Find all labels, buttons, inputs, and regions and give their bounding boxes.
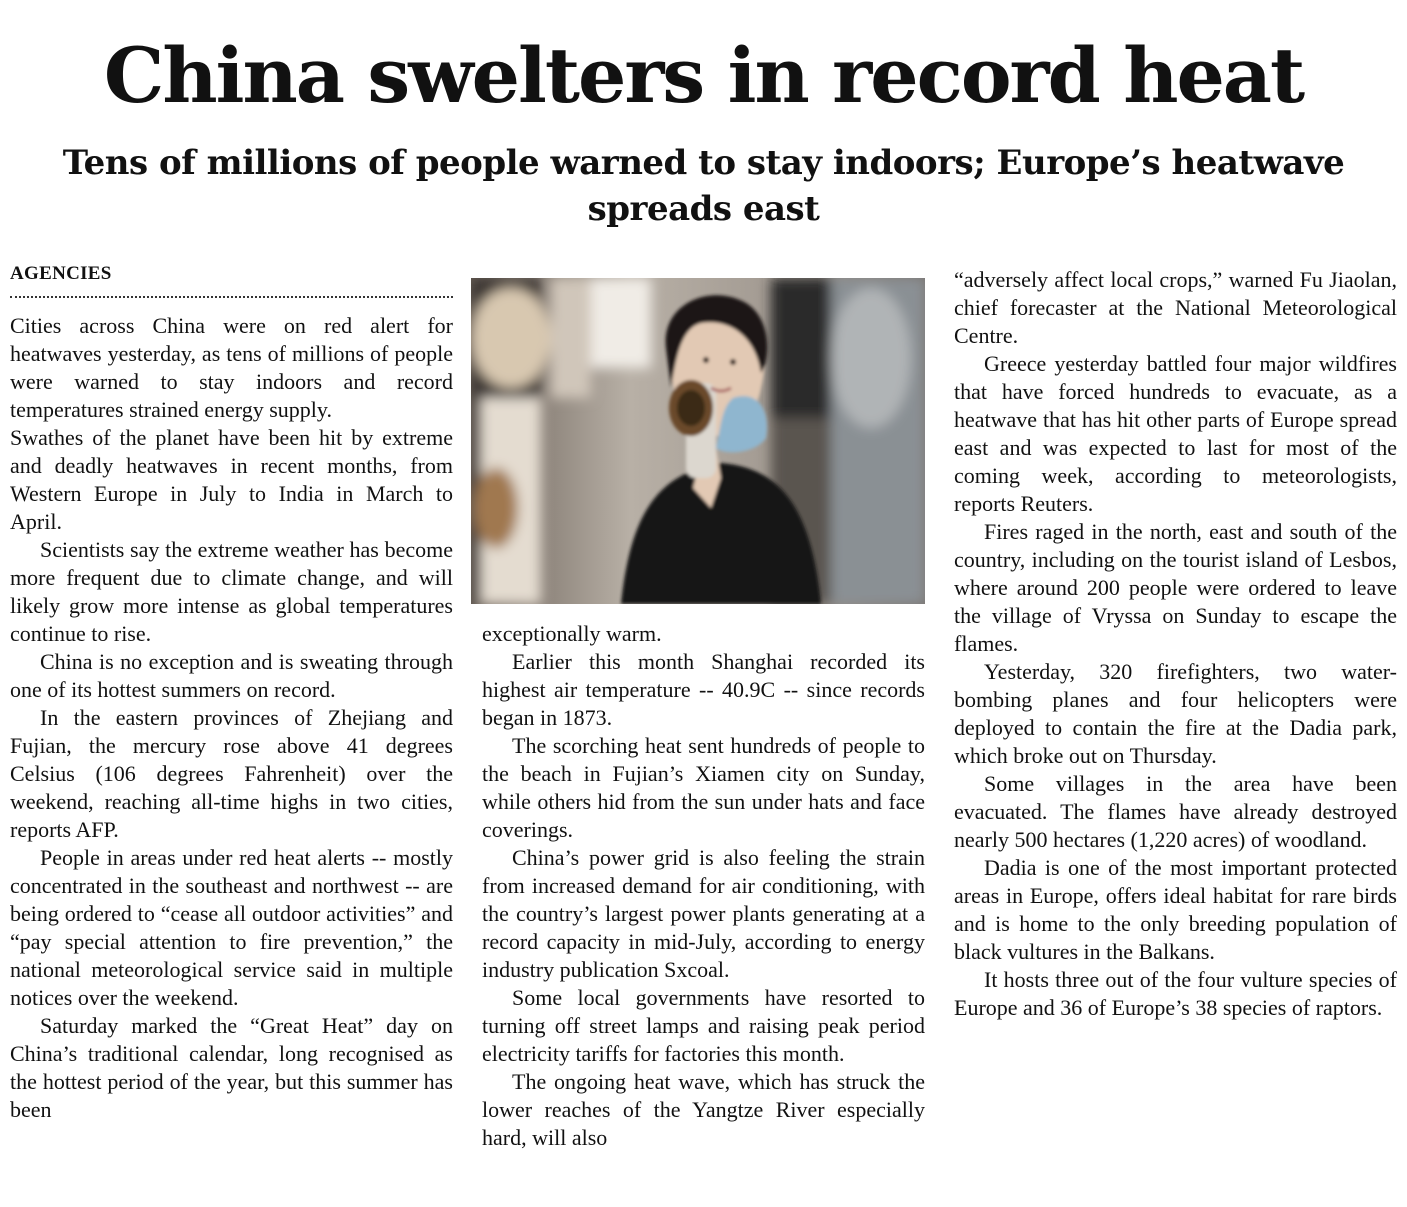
paragraph: The scorching heat sent hundreds of people to the beach in Fujian’s Xiamen city on Sunday, while others hid from the sun under hats and face coverings. (482, 733, 925, 842)
paragraph: Yesterday, 320 firefighters, two water-bombing planes and four helicopters were deployed to contain the fire at the Dadia park, which broke out on Thursday. (954, 659, 1397, 768)
paragraph: “adversely affect local crops,” warned Fu Jiaolan, chief forecaster at the National Meteorological Centre. (954, 267, 1397, 348)
paragraph: Fires raged in the north, east and south of the country, including on the tourist island of Lesbos, where around 200 people were ordered to leave the village of Vryssa on Sunday to escape the flames. (954, 519, 1397, 656)
byline-divider (10, 296, 453, 298)
byline: AGENCIES (10, 263, 112, 284)
subheadline: Tens of millions of people warned to stay indoors; Europe’s heatwave spreads east (62, 143, 1345, 229)
paragraph: In the eastern provinces of Zhejiang and Fujian, the mercury rose above 41 degrees Celsius (106 degrees Fahrenheit) over the weekend, reaching all-time highs in two cities, reports AFP. (10, 705, 453, 842)
paragraph: Some local governments have resorted to turning off street lamps and raising peak period electricity tariffs for factories this month. (482, 985, 925, 1066)
paragraph: Scientists say the extreme weather has become more frequent due to climate change, and will likely grow more intense as global temperatures continue to rise. (10, 537, 453, 646)
headline: China swelters in record heat (103, 31, 1304, 120)
article-column-3 (954, 266, 1397, 1022)
paragraph: Saturday marked the “Great Heat” day on China’s traditional calendar, long recognised as the hottest period of the year, but this summer has been (10, 1013, 453, 1122)
paragraph: exceptionally warm. (482, 621, 662, 646)
paragraph: The ongoing heat wave, which has struck the lower reaches of the Yangtze River especially hard, will also (482, 1069, 925, 1150)
paragraph: China’s power grid is also feeling the strain from increased demand for air conditioning, with the country’s largest power plants generating at a record capacity in mid-July, according to energy industry publication Sxcoal. (482, 845, 925, 982)
news-photo (471, 278, 925, 604)
article-column-2 (482, 620, 925, 1152)
paragraph: People in areas under red heat alerts -- mostly concentrated in the southeast and northwest -- are being ordered to “cease all outdoor activities” and “pay special attention to fire prevention,” the national meteorological service said in multiple notices over the weekend. (10, 845, 453, 1010)
paragraph: It hosts three out of the four vulture species of Europe and 36 of Europe’s 38 species of raptors. (954, 967, 1397, 1020)
woman-with-handheld-fan-photo-icon (471, 278, 925, 604)
paragraph: Some villages in the area have been evacuated. The flames have already destroyed nearly 500 hectares (1,220 acres) of woodland. (954, 771, 1397, 852)
paragraph: Swathes of the planet have been hit by extreme and deadly heatwaves in recent months, from Western Europe in July to India in March to April. (10, 425, 453, 534)
paragraph: Greece yesterday battled four major wildfires that have forced hundreds to evacuate, as a heatwave that has hit other parts of Europe spread east and was expected to last for most of the coming week, according to meteorologists, reports Reuters. (954, 351, 1397, 516)
paragraph: Earlier this month Shanghai recorded its highest air temperature -- 40.9C -- since records began in 1873. (482, 649, 925, 730)
paragraph: Cities across China were on red alert for heatwaves yesterday, as tens of millions of people were warned to stay indoors and record temperatures strained energy supply. (10, 313, 453, 422)
article-column-1 (10, 312, 453, 1124)
paragraph: China is no exception and is sweating through one of its hottest summers on record. (10, 649, 453, 702)
paragraph: Dadia is one of the most important protected areas in Europe, offers ideal habitat for rare birds and is home to the only breeding population of black vultures in the Balkans. (954, 855, 1397, 964)
